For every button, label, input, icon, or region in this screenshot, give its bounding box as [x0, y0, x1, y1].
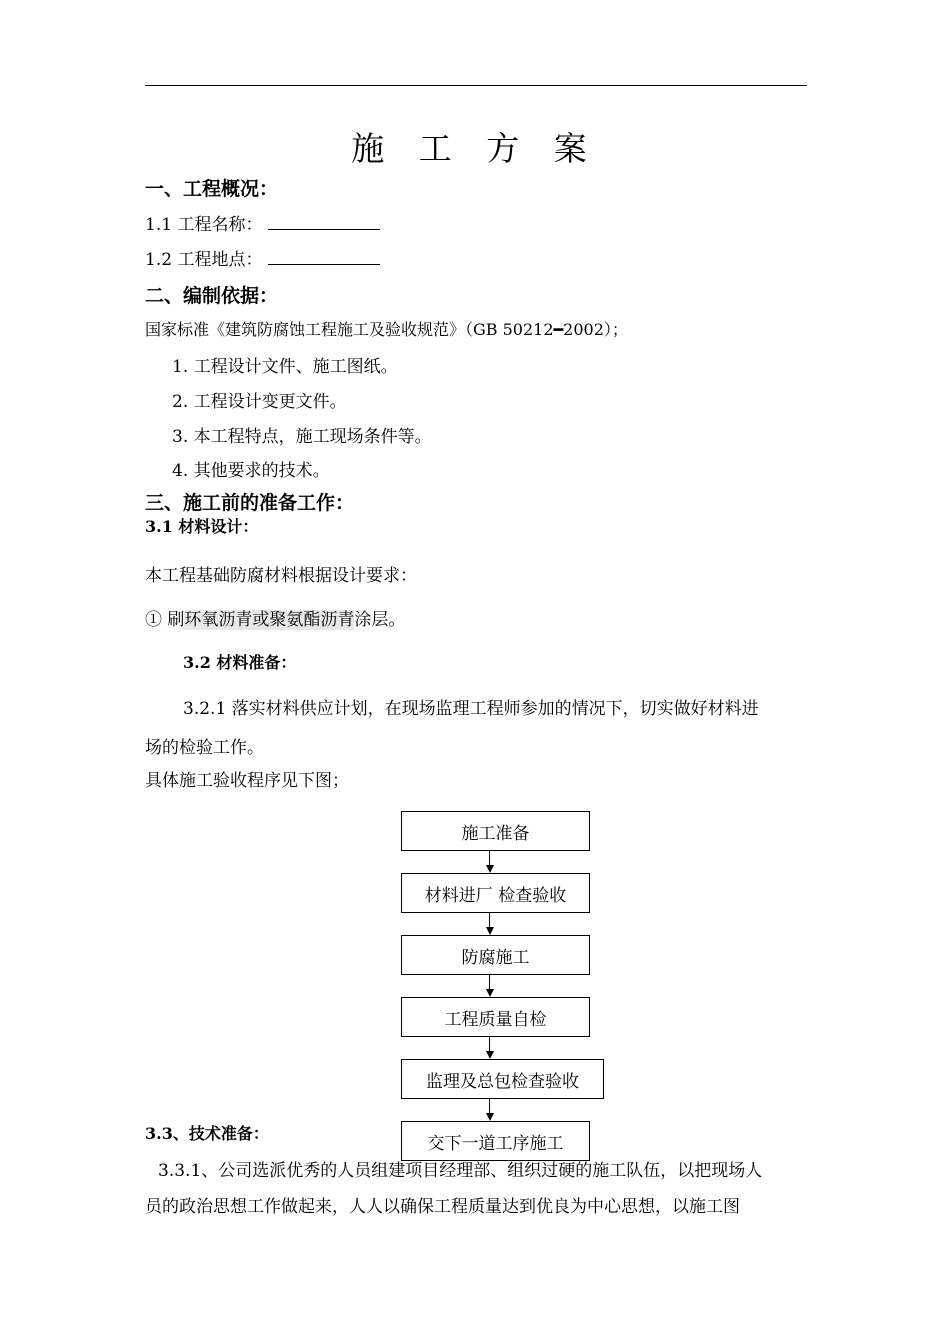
coating-item	[145, 605, 405, 630]
subsection-3-1-heading: 3.1 材料设计：	[145, 517, 259, 536]
project-place-line	[145, 245, 380, 270]
paragraph-3-2-1-line2: 场的检验工作。	[145, 738, 264, 758]
project-name-blank	[268, 228, 380, 230]
header-rule	[145, 85, 807, 86]
flow-arrow-head	[486, 1051, 494, 1059]
flow-arrow-head	[486, 927, 494, 935]
coating-highlight: 环氧沥青或聚氨酯沥青	[184, 610, 355, 630]
flow-arrow-head	[486, 1113, 494, 1121]
paragraph-3-3-1-line2: 员的政治思想工作做起来，人人以确保工程质量达到优良为中心思想，以施工图	[145, 1197, 740, 1217]
flow-step-anticorrosion: 防腐施工	[401, 935, 590, 975]
subsection-3-3-heading: 3.3、技术准备：	[145, 1124, 269, 1143]
flow-arrow-head	[486, 989, 494, 997]
paragraph-3-3-1-line1: 3.3.1、公司选派优秀的人员组建项目经理部、组织过硬的施工队伍，以把现场人	[158, 1161, 763, 1181]
flow-step-material-inspection: 材料进厂 检查验收	[401, 873, 590, 913]
project-name-label: 1.1 工程名称：	[145, 215, 263, 235]
flow-step-self-check: 工程质量自检	[401, 997, 590, 1037]
project-name-line	[145, 210, 380, 235]
flow-arrow-head	[486, 865, 494, 873]
section-2-heading: 二、编制依据：	[145, 285, 279, 307]
subsection-3-2-heading: 3.2 材料准备：	[183, 653, 297, 672]
material-design-text: 本工程基础防腐材料根据设计要求：	[145, 566, 417, 586]
list-item: 2. 工程设计变更文件。	[172, 392, 347, 412]
list-item: 1. 工程设计文件、施工图纸。	[172, 357, 398, 377]
flow-step-next-process: 交下一道工序施工	[401, 1121, 590, 1161]
project-place-blank	[268, 263, 380, 265]
standard-reference: 国家标准《建筑防腐蚀工程施工及验收规范》（GB 50212━2002）；	[145, 320, 628, 339]
section-1-heading: 一、工程概况：	[145, 178, 279, 200]
list-item: 4. 其他要求的技术。	[172, 461, 330, 481]
flow-step-supervision-check: 监理及总包检查验收	[401, 1059, 604, 1099]
flow-step-prepare: 施工准备	[401, 811, 590, 851]
list-item: 3. 本工程特点，施工现场条件等。	[172, 427, 432, 447]
page-title: 施 工 方 案	[351, 129, 599, 168]
flow-intro: 具体施工验收程序见下图；	[145, 771, 349, 791]
paragraph-3-2-1-line1: 3.2.1 落实材料供应计划，在现场监理工程师参加的情况下，切实做好材料进	[183, 699, 759, 719]
project-place-label: 1.2 工程地点：	[145, 250, 263, 270]
section-3-heading: 三、施工前的准备工作：	[145, 492, 355, 514]
coating-suffix: 涂层。	[354, 610, 406, 630]
coating-prefix: ① 刷	[145, 610, 185, 630]
